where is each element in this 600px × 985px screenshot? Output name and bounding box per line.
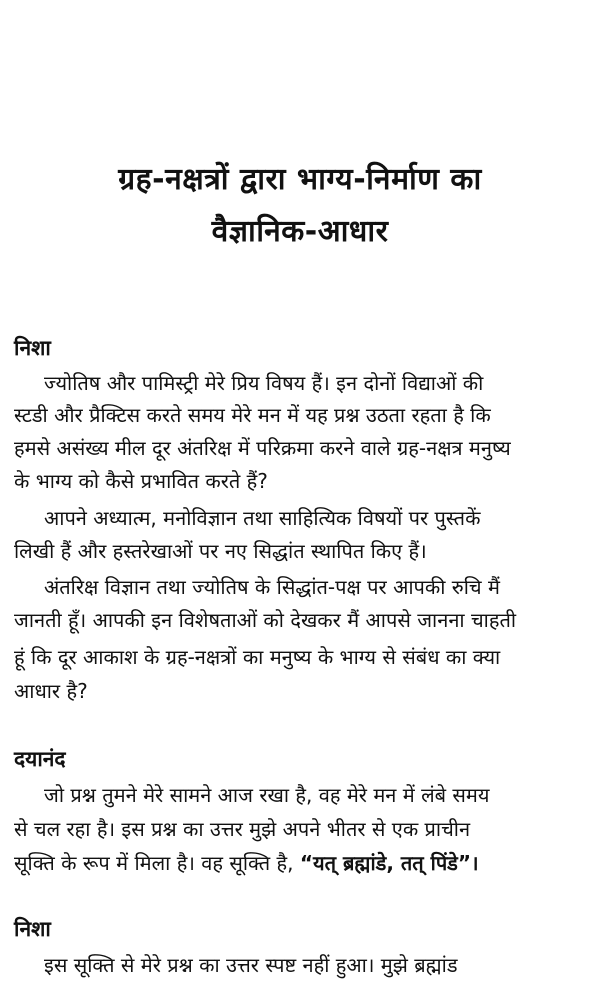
paragraph-line: से चल रहा है। इस प्रश्न का उत्तर मुझे अपने भीतर से एक प्राचीन: [14, 817, 471, 841]
paragraph-line: जानती हूँ। आपकी इन विशेषताओं को देखकर मैं आपसे जानना चाहती: [14, 608, 517, 632]
paragraph-line: जो प्रश्न तुमने मेरे सामने आज रखा है, वह मेरे मन में लंबे समय: [44, 783, 490, 807]
paragraph-line: आधार है?: [14, 679, 88, 703]
paragraph-line: हमसे असंख्य मील दूर अंतरिक्ष में परिक्रमा करने वाले ग्रह-नक्षत्र मनुष्य: [14, 436, 511, 460]
paragraph-line: आपने अध्यात्म, मनोविज्ञान तथा साहित्यिक विषयों पर पुस्तकें: [44, 506, 481, 530]
paragraph-line: हूं कि दूर आकाश के ग्रह-नक्षत्रों का मनुष्य के भाग्य से संबंध का क्या: [14, 645, 501, 669]
sanskrit-quote: “यत् ब्रह्मांडे, तत् पिंडे”।: [299, 851, 479, 875]
paragraph-line: अंतरिक्ष विज्ञान तथा ज्योतिष के सिद्धांत-पक्ष पर आपकी रुचि मैं: [44, 575, 500, 599]
speaker-name: दयानंद: [14, 747, 66, 771]
paragraph-text: सूक्ति के रूप में मिला है। वह सूक्ति है,: [14, 851, 294, 875]
paragraph-line: [14, 848, 589, 878]
paragraph-line: लिखी हैं और हस्तरेखाओं पर नए सिद्धांत स्थापित किए हैं।: [14, 539, 427, 563]
chapter-title-line-1: ग्रह-नक्षत्रों द्वारा भाग्य-निर्माण का: [118, 162, 482, 197]
paragraph-line: इस सूक्ति से मेरे प्रश्न का उत्तर स्पष्ट नहीं हुआ। मुझे ब्रह्मांड: [44, 953, 458, 977]
paragraph-line: के भाग्य को कैसे प्रभावित करते हैं?: [14, 469, 268, 493]
speaker-name: निशा: [14, 917, 51, 941]
speaker-name: निशा: [14, 336, 51, 360]
paragraph-line: स्टडी और प्रैक्टिस करते समय मेरे मन में यह प्रश्न उठता रहता है कि: [14, 403, 491, 427]
chapter-title-line-2: वैज्ञानिक-आधार: [211, 214, 389, 249]
paragraph-line: ज्योतिष और पामिस्ट्री मेरे प्रिय विषय हैं। इन दोनों विद्याओं की: [44, 371, 484, 395]
